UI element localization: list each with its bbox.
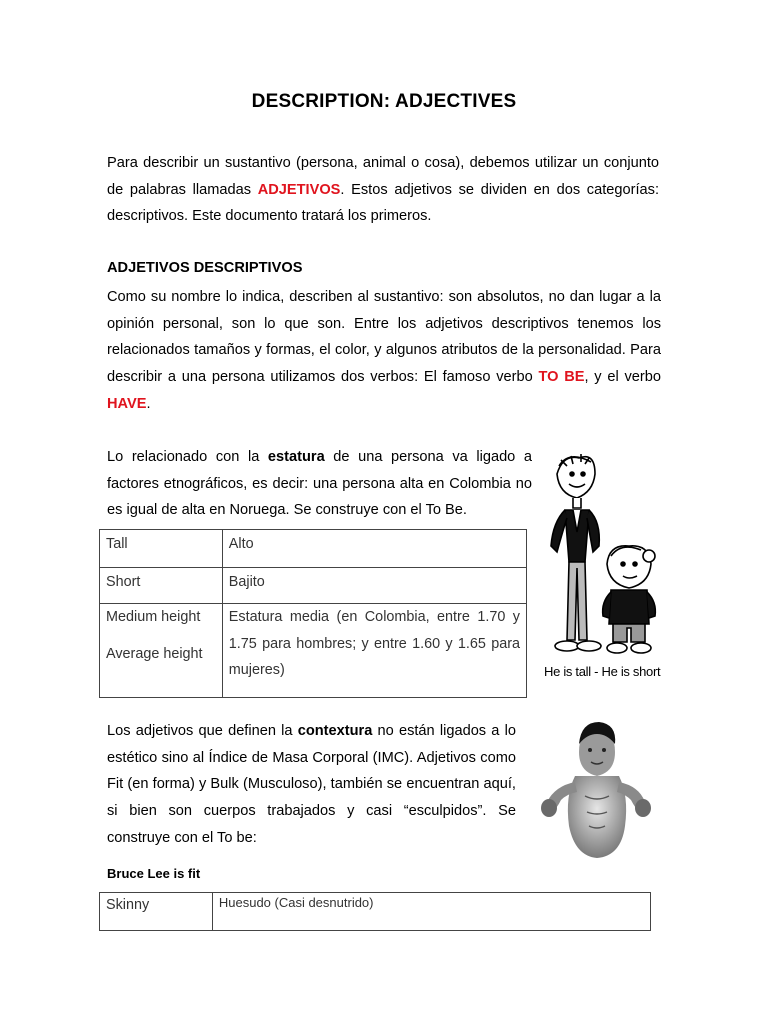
tall-short-cartoon-image [545,452,665,662]
section-heading: ADJETIVOS DESCRIPTIVOS [107,260,303,276]
intro-text: Para describir un sustantivo (persona, animal o cosa), debemos utilizar un conjunto de palabras llamadas [107,155,659,198]
height-table [99,529,527,698]
descriptive-text-mid: , y el verbo [584,369,661,386]
build-table [99,892,651,931]
height-paragraph [107,444,532,524]
tall-boy-figure [551,454,601,651]
descriptive-text: Como su nombre lo indica, describen al sustantivo: son absolutos, no dan lugar a la opinión personal, son lo que son. Entre los adjetivos descriptivos tenemos los relacionados tamaños y formas, el color, y algunos atributos de la personalidad. Para describir a una persona utilizamos dos verbos: El famoso verbo [107,289,661,386]
estatura-bold: estatura [267,449,325,465]
build-text-end: no están ligados a lo estético sino al Índice de Masa Corporal (IMC). Adjetivos como Fit (en forma) y Bulk (Musculoso), también se encuentran aquí, si bien son cuerpos trabajados y casi “esculpidos”. Se construye con el To be: [107,723,516,846]
build-paragraph [107,718,516,852]
descriptive-text-end: . [146,395,151,412]
to-be-highlight: TO BE [538,369,585,386]
height-text: Lo relacionado con la [107,449,268,465]
table-cell-es: Estatura media (en Colombia, entre 1.70 y 1.75 para hombres; y entre 1.60 y 1.65 para mujeres) [222,604,526,698]
medium-height-label: Medium height [106,609,201,625]
table-cell-en [100,604,223,698]
bruce-lee-photo [535,716,657,860]
table-row [100,568,527,604]
contextura-bold: contextura [297,723,373,739]
intro-paragraph [107,150,659,230]
table-cell-en: Tall [100,530,223,568]
descriptive-paragraph [107,284,661,418]
intro-text-end: . Estos adjetivos se dividen en dos categorías: descriptivos. Este documento tratará los primeros. [107,181,660,225]
table-cell-es: Huesudo (Casi desnutrido) [212,893,650,931]
table-row [100,893,651,931]
short-boy-figure [603,546,656,653]
height-text-end: de una persona va ligado a factores etnográficos, es decir: una persona alta en Colombia no es igual de alta en Noruega. Se construye con el To Be. [107,449,532,519]
cartoon-caption: He is tall - He is short [544,664,661,679]
adjetivos-highlight: ADJETIVOS [257,181,341,198]
average-height-label: Average height [106,645,203,662]
table-cell-es: Alto [222,530,526,568]
table-row [100,530,527,568]
table-cell-es: Bajito [222,568,526,604]
table-cell-en: Short [100,568,223,604]
example-sentence: Bruce Lee is fit [107,866,201,881]
table-cell-en: Skinny [100,893,213,931]
table-row [100,604,527,698]
build-text: Los adjetivos que definen la [107,723,298,739]
document-title: DESCRIPTION: ADJECTIVES [251,91,517,112]
have-highlight: HAVE [107,395,147,412]
